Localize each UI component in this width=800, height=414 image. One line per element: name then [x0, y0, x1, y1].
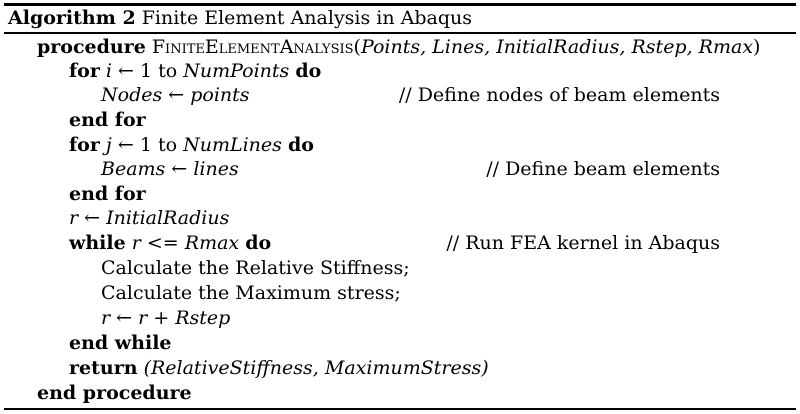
- assign-arrow: ←: [84, 207, 101, 229]
- algorithm-line-procedure: [0, 35, 800, 60]
- keyword: end for: [69, 109, 146, 131]
- algorithm-line-return: [0, 356, 800, 381]
- algorithm-line-calc-stress: [0, 281, 800, 306]
- comparison-op: <=: [146, 232, 179, 254]
- loop-start: 1: [140, 60, 153, 82]
- algorithm-line-end-while: [0, 331, 800, 356]
- algorithm-line-end-procedure: [0, 381, 800, 406]
- loop-start: 1: [139, 134, 152, 156]
- assign-arrow: ←: [116, 307, 133, 329]
- loop-bound: Rmax: [184, 232, 240, 254]
- keyword: end for: [69, 183, 146, 205]
- statement: Calculate the Relative Stiffness;: [101, 257, 410, 279]
- algorithm-title: Finite Element Analysis in Abaqus: [141, 7, 473, 29]
- return-value: (RelativeStiffness, MaximumStress): [143, 357, 489, 379]
- algorithm-line-while: [0, 231, 800, 256]
- algorithm-caption: [8, 5, 472, 31]
- keyword: do: [245, 232, 272, 254]
- algorithm-line-for-j: [0, 133, 800, 158]
- algorithm-line-calc-stiffness: [0, 256, 800, 281]
- line-comment: // Define nodes of beam elements: [398, 84, 720, 106]
- assign-rhs: points: [190, 84, 250, 106]
- algorithm-label: Algorithm 2: [8, 7, 136, 29]
- line-comment: // Define beam elements: [486, 158, 720, 180]
- paren-close: ): [753, 36, 761, 58]
- keyword: do: [287, 134, 314, 156]
- keyword: for: [69, 60, 100, 82]
- assign-arrow: ←: [118, 60, 134, 82]
- procedure-params: Points, Lines, InitialRadius, Rstep, Rmax: [360, 36, 754, 58]
- assign-arrow: ←: [168, 84, 185, 106]
- assign-arrow: ←: [171, 158, 188, 180]
- assign-rhs: lines: [193, 158, 239, 180]
- assign-lhs: r: [69, 207, 79, 229]
- loop-to: to: [157, 134, 178, 156]
- assign-arrow: ←: [117, 134, 134, 156]
- statement: Calculate the Maximum stress;: [101, 282, 401, 304]
- loop-var: j: [105, 134, 112, 156]
- assign-rhs: InitialRadius: [106, 207, 230, 229]
- procedure-name: FiniteElementAnalysis: [151, 36, 354, 58]
- algorithm-line-beams: [0, 157, 800, 182]
- loop-end: NumLines: [183, 134, 282, 156]
- loop-var: r: [131, 232, 141, 254]
- loop-var: i: [105, 60, 112, 82]
- assign-lhs: Nodes: [101, 84, 163, 106]
- algorithm-line-for-i: [0, 59, 800, 84]
- keyword: do: [295, 60, 322, 82]
- loop-end: NumPoints: [183, 60, 290, 82]
- algorithm-line-end-for: [0, 182, 800, 207]
- keyword: end while: [69, 332, 172, 354]
- paren-open: (: [353, 36, 361, 58]
- assign-lhs: r: [101, 307, 111, 329]
- keyword: while: [69, 232, 126, 254]
- keyword: procedure: [37, 36, 146, 58]
- loop-to: to: [158, 60, 178, 82]
- keyword: return: [69, 357, 138, 379]
- keyword: end procedure: [37, 382, 192, 404]
- assign-lhs: Beams: [101, 158, 166, 180]
- algorithm-line-init-r: [0, 206, 800, 231]
- algorithm-line-nodes: [0, 83, 800, 108]
- algorithm-line-step-r: [0, 306, 800, 331]
- keyword: for: [69, 134, 100, 156]
- algorithm-line-end-for: [0, 108, 800, 133]
- bottom-rule: [4, 408, 796, 410]
- caption-rule: [4, 32, 796, 34]
- line-comment: // Run FEA kernel in Abaqus: [446, 232, 720, 254]
- assign-rhs: r + Rstep: [138, 307, 231, 329]
